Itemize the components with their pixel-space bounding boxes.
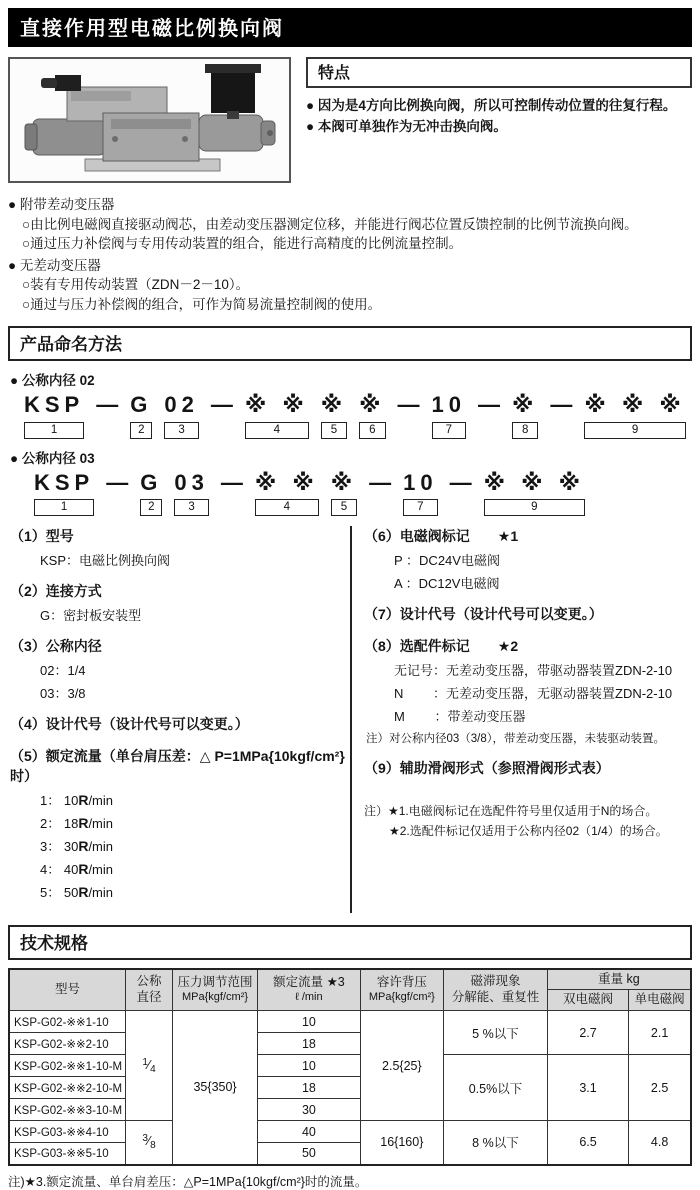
code-token-text: ※ ※ ※ — [584, 392, 686, 418]
code-box-number: 9 — [584, 422, 685, 439]
code-token-text: ※ ※ — [254, 469, 319, 495]
backpressure-cell: 16{160} — [360, 1121, 443, 1165]
flow-rate-line: 5： 50R/min — [40, 883, 113, 900]
model-code-diagrams — [8, 369, 692, 515]
code-token-text: KSP — [34, 469, 95, 495]
naming-item-line: A ：DC12V电磁阀 — [394, 575, 500, 591]
code-box-number: 3 — [164, 422, 198, 439]
table-row — [9, 1121, 691, 1143]
backpressure-cell: 2.5{25} — [360, 1011, 443, 1121]
code-token-text: — — [369, 469, 392, 495]
naming-item — [10, 714, 350, 734]
spec-table-body — [9, 1011, 691, 1165]
weight-single-cell: 2.5 — [629, 1055, 691, 1121]
code-token — [211, 393, 233, 417]
item-number: （3） — [10, 637, 46, 654]
item-title-text: 公称内径 — [45, 637, 102, 654]
item-number: （7） — [364, 605, 400, 622]
item-title-text: 设计代号（设计代号可以变更。） — [399, 605, 603, 622]
code-token-text: 03 — [174, 469, 209, 495]
naming-item-title — [364, 526, 692, 546]
model-cell: KSP-G03-※※5-10 — [9, 1143, 126, 1165]
code-token-text: — — [397, 392, 420, 418]
code-token — [164, 393, 198, 438]
code-box-number: 7 — [403, 499, 437, 516]
weight-single-cell: 4.8 — [629, 1121, 691, 1165]
col-header-diameter: 公称 直径 — [126, 969, 173, 1011]
code-token — [369, 471, 391, 495]
code-box-number: 1 — [34, 499, 94, 516]
code-token-text: 02 — [164, 392, 199, 418]
code-box-number: 5 — [321, 422, 347, 439]
naming-explanations — [8, 526, 692, 913]
fraction-value: $^3⁄_8$ — [142, 1133, 156, 1152]
top-row — [8, 57, 692, 183]
naming-item-line: G：密封板安装型 — [40, 607, 142, 623]
naming-item-title — [10, 581, 350, 601]
naming-item-title — [10, 746, 350, 786]
model-code-row — [8, 471, 692, 516]
feature-bullet: ● 因为是4方向比例换向阀，所以可控制传动位置的往复行程。 — [306, 98, 677, 113]
section-title-naming: 产品命名方法 — [8, 326, 692, 361]
item-star-mark: ★2 — [497, 637, 519, 654]
item-number: （5） — [10, 747, 46, 764]
code-token-text: ※ ※ ※ — [483, 469, 586, 495]
code-token — [34, 471, 94, 516]
code-box-number: 7 — [432, 422, 466, 439]
code-box-number: 2 — [130, 422, 152, 439]
col-header-hysteresis: 磁滞现象 分解能、重复性 — [444, 969, 548, 1011]
diagram-label: ● 公称内径 03 — [10, 450, 95, 466]
naming-item — [10, 746, 350, 901]
weight-double-cell: 3.1 — [547, 1055, 628, 1121]
naming-item-line: KSP：电磁比例换向阀 — [40, 552, 171, 568]
code-box-number: 8 — [512, 422, 538, 439]
code-token — [359, 393, 385, 438]
model-cell: KSP-G02-※※2-10 — [9, 1033, 126, 1055]
naming-item-title — [10, 714, 350, 734]
weight-single-cell: 2.1 — [629, 1011, 691, 1055]
page-title: 直接作用型电磁比例换向阀 — [8, 8, 692, 47]
flow-cell: 18 — [258, 1033, 360, 1055]
naming-item-note: 注）对公称内径03（3/8），带差动变压器，未装驱动装置。 — [366, 732, 666, 745]
flow-cell: 10 — [258, 1055, 360, 1077]
diameter-cell — [126, 1011, 173, 1121]
overview-item: ○通过与压力补偿阀的组合，可作为简易流量控制阀的使用。 — [22, 296, 382, 312]
naming-right-column — [350, 526, 692, 913]
item-number: （4） — [10, 715, 46, 732]
fraction-value: $^1⁄_4$ — [142, 1056, 156, 1075]
code-token-text: ※ — [512, 392, 539, 418]
code-token — [245, 393, 309, 438]
table-footnote: 注)★3.额定流量、单台肩差压：△P=1MPa{10kgf/cm²}时的流量。 — [8, 1174, 368, 1189]
code-token — [174, 471, 208, 516]
product-photo-frame — [8, 57, 291, 183]
model-code-row — [8, 393, 692, 438]
code-token-text: KSP — [24, 392, 85, 418]
naming-footnote-line: ★2.选配件标记仅适用于公称内径02（1/4）的场合。 — [389, 823, 668, 838]
item-number: （9） — [364, 759, 400, 776]
code-token — [255, 471, 319, 516]
naming-item-title — [10, 526, 350, 546]
code-token-text: 10 — [431, 392, 467, 418]
item-title-text: 选配件标记 — [399, 637, 470, 654]
code-box-number: 2 — [140, 499, 162, 516]
code-token-text: 10 — [403, 469, 438, 495]
item-number: （8） — [364, 637, 400, 654]
naming-left-column — [8, 526, 350, 913]
item-title-text: 辅助滑阀形式（参照滑阀形式表） — [399, 759, 610, 776]
code-box-number: 1 — [24, 422, 84, 439]
code-token — [130, 393, 152, 438]
code-token-text: — — [210, 392, 233, 418]
code-token — [512, 393, 538, 438]
pressure-cell: 35{350} — [172, 1011, 257, 1165]
code-token — [398, 393, 420, 417]
overview-item: ○通过压力补偿阀与专用传动装置的组合，能进行高精度的比例流量控制。 — [22, 236, 463, 252]
naming-item-line: N ：无差动变压器，无驱动器装置ZDN-2-10 — [394, 685, 673, 701]
hysteresis-cell: 8 %以下 — [444, 1121, 548, 1165]
code-token-text: ※ — [320, 392, 348, 418]
hysteresis-cell: 0.5%以下 — [444, 1055, 548, 1121]
liter-symbol: R — [78, 791, 89, 808]
model-cell: KSP-G02-※※1-10-M — [9, 1055, 126, 1077]
col-header-weight-single: 单电磁阀 — [629, 990, 691, 1011]
naming-item-title — [364, 636, 692, 656]
flow-rate-line: 4： 40R/min — [40, 860, 113, 877]
naming-item-title — [364, 758, 692, 778]
code-box-number: 4 — [255, 499, 319, 516]
table-row — [9, 1055, 691, 1077]
section-title-specs: 技术规格 — [8, 925, 692, 960]
overview-section — [8, 195, 692, 314]
code-token — [478, 393, 500, 417]
features-list — [306, 96, 692, 138]
col-header-pressure: 压力调节范围 MPa{kgf/cm²} — [172, 969, 257, 1011]
code-token — [331, 471, 357, 516]
code-token-text: G — [140, 469, 163, 495]
naming-item-line: 无记号：无差动变压器，带驱动器装置ZDN-2-10 — [394, 662, 673, 678]
naming-item-line: 03：3/8 — [40, 685, 86, 701]
naming-item — [10, 581, 350, 624]
spec-table — [8, 968, 692, 1166]
naming-item-title — [364, 604, 692, 624]
liter-symbol: R — [78, 883, 89, 900]
liter-symbol: R — [78, 837, 89, 854]
code-token-text: — — [449, 469, 472, 495]
code-token — [96, 393, 118, 417]
code-box-number: 6 — [359, 422, 385, 439]
code-token — [450, 471, 472, 495]
overview-group-title: ● 无差动变压器 — [8, 257, 101, 273]
code-box-number: 5 — [331, 499, 357, 516]
code-token — [484, 471, 585, 516]
naming-item-line: P ：DC24V电磁阀 — [394, 552, 500, 568]
diagram-label: ● 公称内径 02 — [10, 373, 95, 389]
naming-item — [364, 636, 692, 746]
code-token-text: — — [106, 469, 129, 495]
naming-item — [10, 636, 350, 702]
flow-cell: 10 — [258, 1011, 360, 1033]
flow-cell: 50 — [258, 1143, 360, 1165]
code-token — [321, 393, 347, 438]
naming-item-title — [10, 636, 350, 656]
liter-symbol: R — [78, 860, 89, 877]
product-photo-image — [15, 61, 285, 179]
liter-symbol: R — [78, 814, 89, 831]
code-token-text: — — [550, 392, 573, 418]
item-title-text: 连接方式 — [45, 582, 102, 599]
weight-double-cell: 6.5 — [547, 1121, 628, 1165]
flow-cell: 30 — [258, 1099, 360, 1121]
code-token — [221, 471, 243, 495]
code-token — [403, 471, 437, 516]
features-title: 特点 — [306, 57, 692, 88]
flow-cell: 40 — [258, 1121, 360, 1143]
col-header-model: 型号 — [9, 969, 126, 1011]
table-row — [9, 1011, 691, 1033]
code-token — [106, 471, 128, 495]
code-token-text: — — [478, 392, 501, 418]
flow-cell: 18 — [258, 1077, 360, 1099]
naming-item — [364, 526, 692, 592]
flow-rate-line: 2： 18R/min — [40, 814, 113, 831]
model-cell: KSP-G02-※※3-10-M — [9, 1099, 126, 1121]
weight-double-cell: 2.7 — [547, 1011, 628, 1055]
naming-item-line: 02：1/4 — [40, 662, 86, 678]
item-star-mark: ★1 — [497, 527, 519, 544]
code-token — [432, 393, 466, 438]
code-token-text: G — [130, 392, 153, 418]
col-header-flow: 额定流量 ★3 ℓ /min — [258, 969, 360, 1011]
naming-item — [10, 526, 350, 569]
flow-rate-line: 3： 30R/min — [40, 837, 113, 854]
overview-item: ○由比例电磁阀直接驱动阀芯，由差动变压器测定位移，并能进行阀芯位置反馈控制的比例节流换向阀。 — [22, 216, 638, 232]
feature-bullet: ● 本阀可单独作为无冲击换向阀。 — [306, 118, 507, 134]
col-header-backpressure: 容许背压 MPa{kgf/cm²} — [360, 969, 443, 1011]
code-token-text: — — [220, 469, 243, 495]
item-title-text: 设计代号（设计代号可以变更。） — [45, 715, 249, 732]
code-box-number: 3 — [174, 499, 208, 516]
col-header-weight: 重量 kg — [547, 969, 691, 990]
naming-item — [364, 758, 692, 778]
overview-item: ○装有专用传动装置（ZDN－2－10）。 — [22, 277, 250, 293]
code-token — [140, 471, 162, 516]
code-token — [550, 393, 572, 417]
model-cell: KSP-G02-※※1-10 — [9, 1011, 126, 1033]
code-box-number: 9 — [484, 499, 585, 516]
code-box-number: 4 — [245, 422, 309, 439]
code-token — [584, 393, 685, 438]
model-cell: KSP-G02-※※2-10-M — [9, 1077, 126, 1099]
features-section — [306, 57, 692, 183]
model-cell: KSP-G03-※※4-10 — [9, 1121, 126, 1143]
hysteresis-cell: 5 %以下 — [444, 1011, 548, 1055]
item-title-text: 型号 — [45, 527, 74, 544]
col-header-weight-double: 双电磁阀 — [547, 990, 628, 1011]
spec-table-header — [9, 969, 691, 1011]
item-number: （2） — [10, 582, 46, 599]
code-token-text: — — [96, 392, 119, 418]
item-number: （1） — [10, 527, 46, 544]
code-token-text: ※ ※ — [244, 392, 309, 418]
naming-footnotes — [364, 802, 692, 839]
item-title-text: 额定流量（单台肩压差：△ P=1MPa{10kgf/cm²} 时） — [10, 747, 345, 784]
flow-rate-line: 1： 10R/min — [40, 791, 113, 808]
item-title-text: 电磁阀标记 — [399, 527, 470, 544]
code-token-text: ※ — [359, 392, 386, 418]
code-token-text: ※ — [330, 469, 358, 495]
code-token — [24, 393, 84, 438]
naming-item-line: M ：带差动变压器 — [394, 708, 526, 724]
diameter-cell — [126, 1121, 173, 1165]
naming-footnote-line: 注）★1.电磁阀标记在选配件符号里仅适用于N的场合。 — [364, 803, 658, 818]
naming-item — [364, 604, 692, 624]
item-number: （6） — [364, 527, 400, 544]
overview-group-title: ● 附带差动变压器 — [8, 197, 115, 212]
